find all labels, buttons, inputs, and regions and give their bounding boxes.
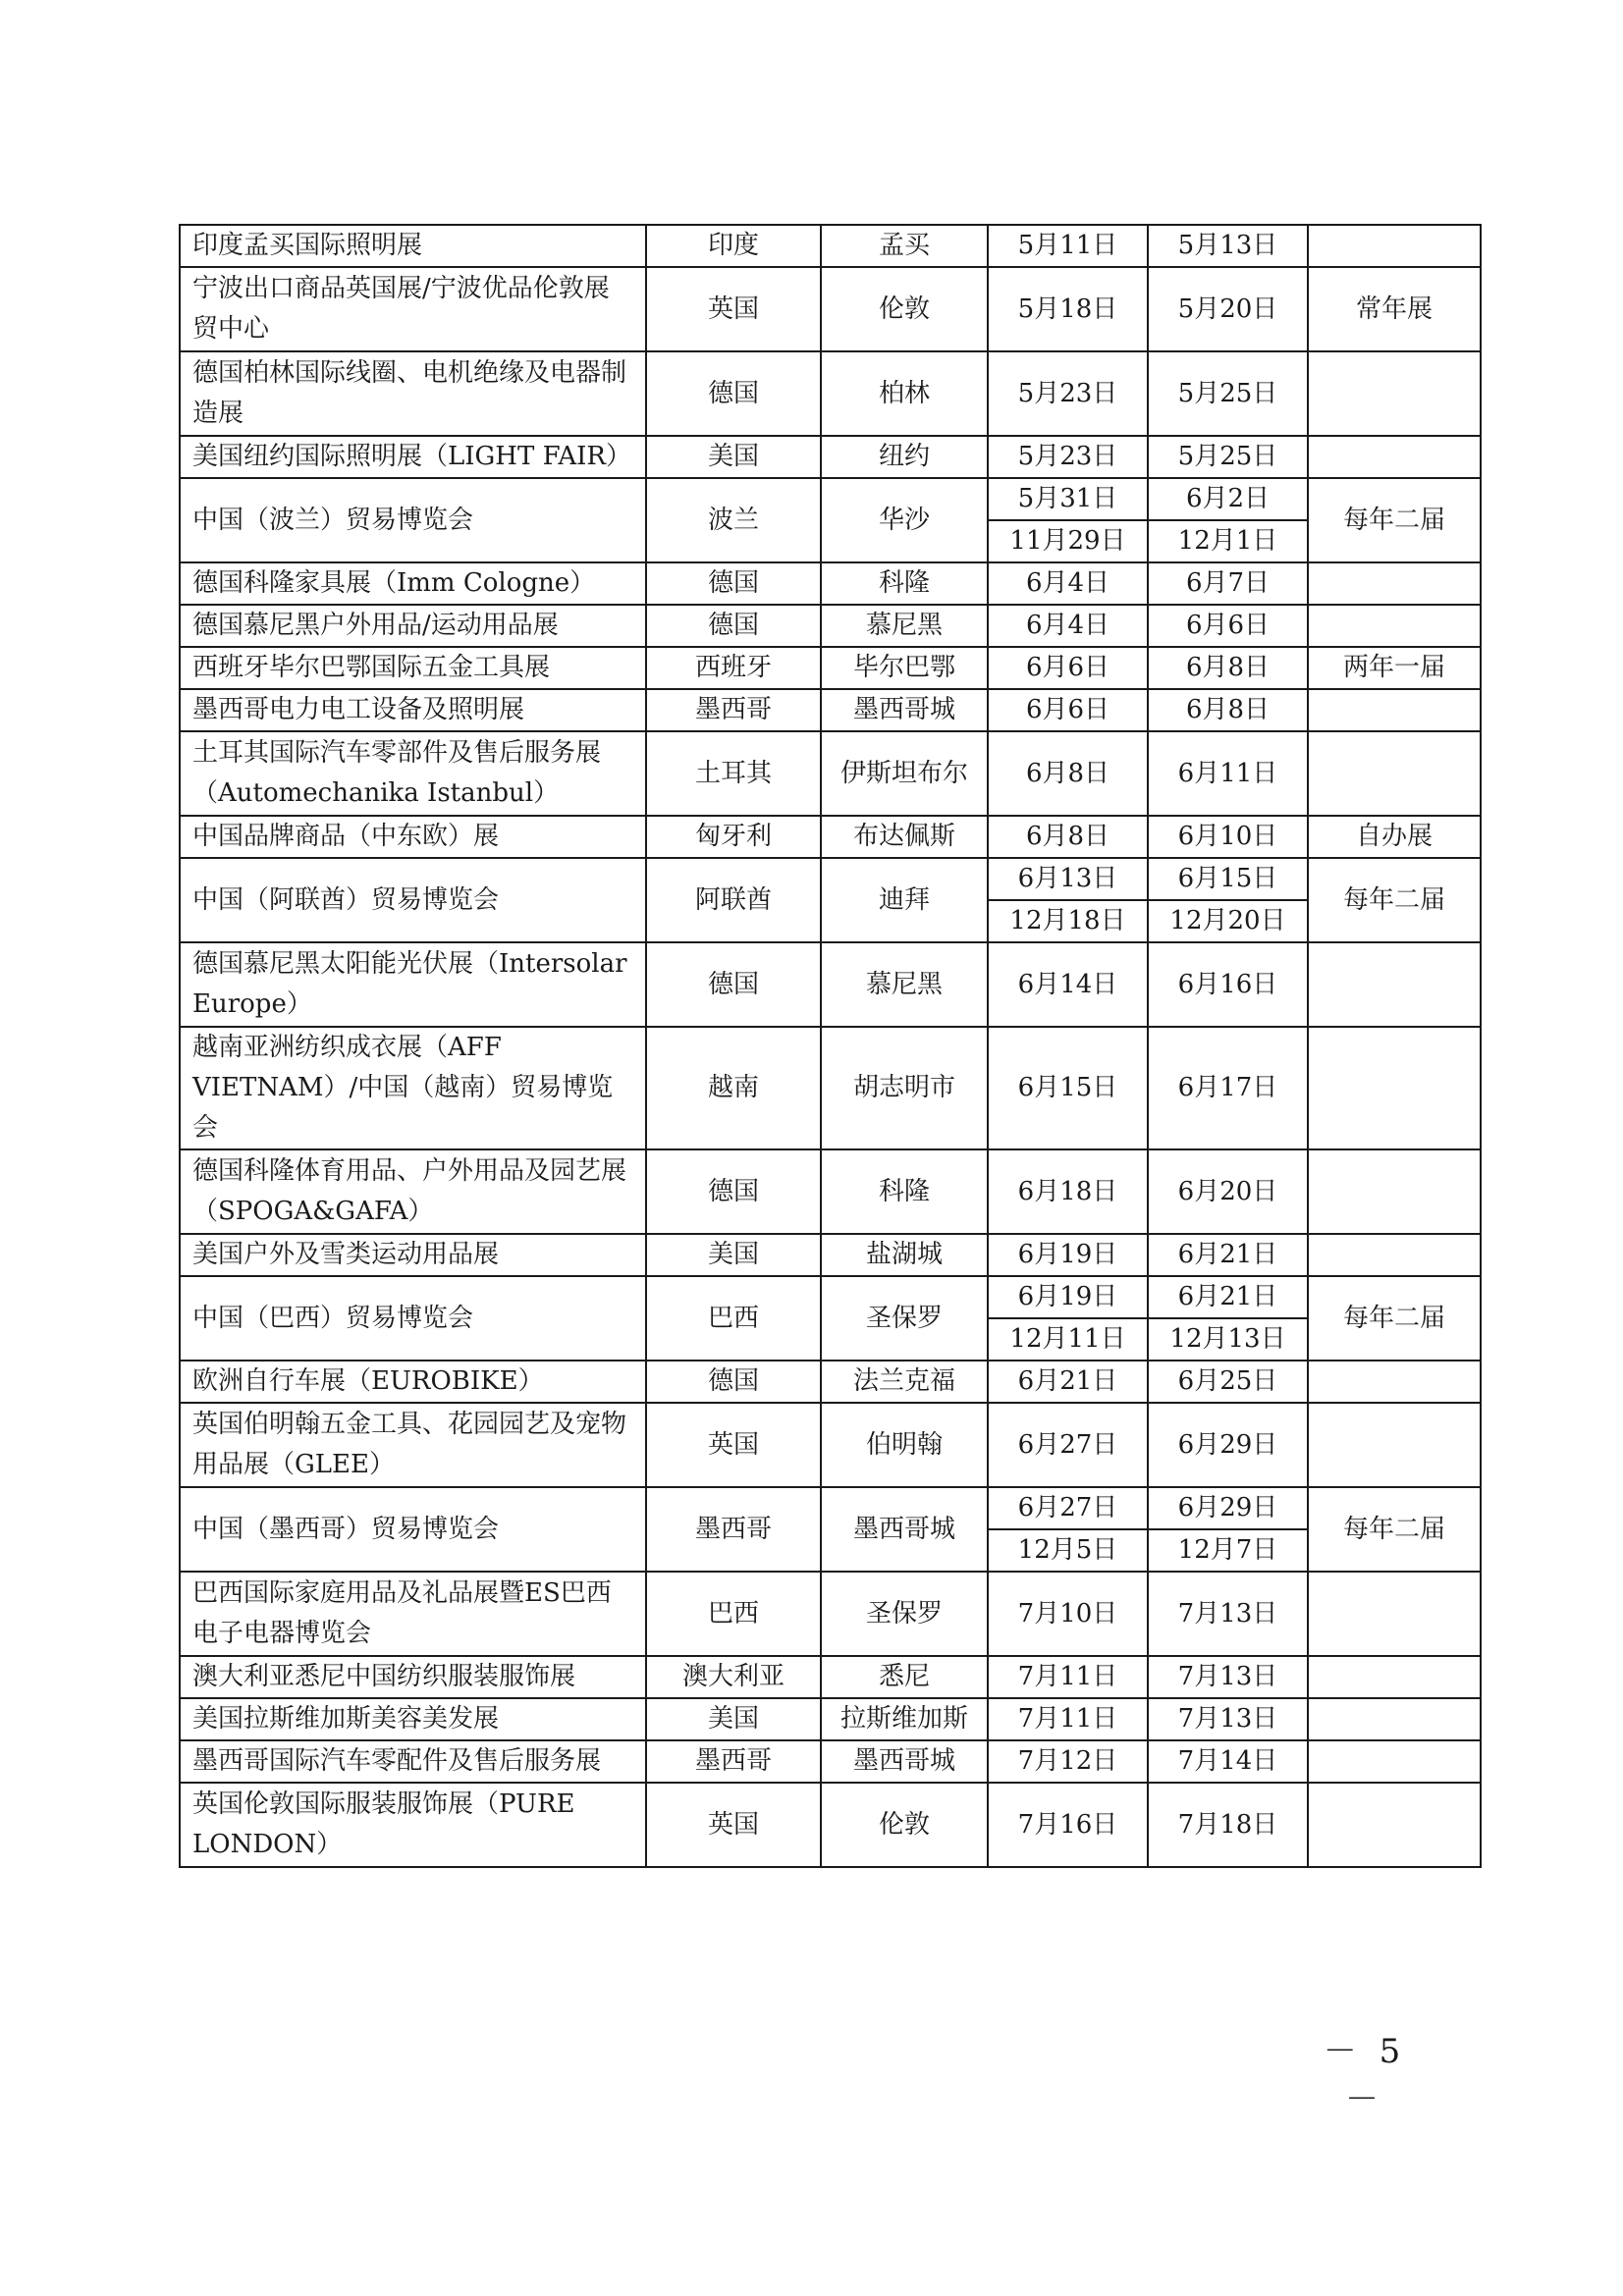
table-row — [180, 1403, 1481, 1487]
table-row — [180, 605, 1481, 647]
country: 墨西哥 — [646, 1740, 821, 1783]
exhibition-name: 西班牙毕尔巴鄂国际五金工具展 — [180, 647, 646, 689]
start-date: 7月11日 — [988, 1656, 1148, 1698]
start-date: 6月19日 — [988, 1276, 1148, 1318]
table-row — [180, 1656, 1481, 1698]
exhibition-name: 墨西哥电力电工设备及照明展 — [180, 689, 646, 731]
exhibition-name: 美国拉斯维加斯美容美发展 — [180, 1698, 646, 1740]
note — [1308, 1783, 1481, 1867]
country: 墨西哥 — [646, 1487, 821, 1572]
city: 盐湖城 — [821, 1234, 988, 1276]
table-row — [180, 351, 1481, 436]
end-date: 6月7日 — [1148, 562, 1308, 605]
country: 美国 — [646, 1698, 821, 1740]
city: 圣保罗 — [821, 1276, 988, 1361]
table-row — [180, 1487, 1481, 1529]
city: 华沙 — [821, 478, 988, 562]
country: 巴西 — [646, 1276, 821, 1361]
start-date: 6月27日 — [988, 1403, 1148, 1487]
note: 两年一届 — [1308, 647, 1481, 689]
note — [1308, 731, 1481, 816]
table-body — [180, 225, 1481, 1867]
city: 孟买 — [821, 225, 988, 267]
exhibition-name: 德国科隆家具展（Imm Cologne） — [180, 562, 646, 605]
table-row — [180, 1234, 1481, 1276]
city: 墨西哥城 — [821, 1740, 988, 1783]
country: 澳大利亚 — [646, 1656, 821, 1698]
table-row — [180, 858, 1481, 900]
table-row — [180, 1783, 1481, 1867]
note — [1308, 942, 1481, 1027]
city: 伦敦 — [821, 267, 988, 351]
country: 巴西 — [646, 1572, 821, 1656]
start-date: 6月6日 — [988, 647, 1148, 689]
table-row — [180, 562, 1481, 605]
city: 圣保罗 — [821, 1572, 988, 1656]
city: 布达佩斯 — [821, 816, 988, 858]
city: 慕尼黑 — [821, 605, 988, 647]
start-date: 6月4日 — [988, 562, 1148, 605]
start-date: 6月21日 — [988, 1361, 1148, 1403]
end-date: 7月14日 — [1148, 1740, 1308, 1783]
country: 德国 — [646, 1149, 821, 1234]
country: 美国 — [646, 1234, 821, 1276]
start-date: 11月29日 — [988, 520, 1148, 562]
end-date: 7月13日 — [1148, 1656, 1308, 1698]
end-date: 12月1日 — [1148, 520, 1308, 562]
start-date: 7月11日 — [988, 1698, 1148, 1740]
table-row — [180, 816, 1481, 858]
city: 伊斯坦布尔 — [821, 731, 988, 816]
table-row — [180, 436, 1481, 478]
end-date: 12月7日 — [1148, 1529, 1308, 1572]
city: 伦敦 — [821, 1783, 988, 1867]
exhibition-name: 宁波出口商品英国展/宁波优品伦敦展贸中心 — [180, 267, 646, 351]
table-row — [180, 731, 1481, 816]
start-date: 6月6日 — [988, 689, 1148, 731]
exhibition-name: 中国（巴西）贸易博览会 — [180, 1276, 646, 1361]
start-date: 6月4日 — [988, 605, 1148, 647]
start-date: 5月31日 — [988, 478, 1148, 520]
country: 英国 — [646, 1783, 821, 1867]
start-date: 6月8日 — [988, 816, 1148, 858]
table-row — [180, 1572, 1481, 1656]
end-date: 6月29日 — [1148, 1487, 1308, 1529]
country: 美国 — [646, 436, 821, 478]
note — [1308, 562, 1481, 605]
exhibition-name: 中国品牌商品（中东欧）展 — [180, 816, 646, 858]
note — [1308, 1656, 1481, 1698]
start-date: 6月27日 — [988, 1487, 1148, 1529]
exhibition-name: 美国纽约国际照明展（LIGHT FAIR） — [180, 436, 646, 478]
end-date: 6月29日 — [1148, 1403, 1308, 1487]
city: 胡志明市 — [821, 1027, 988, 1149]
start-date: 6月15日 — [988, 1027, 1148, 1149]
end-date: 6月21日 — [1148, 1276, 1308, 1318]
start-date: 6月14日 — [988, 942, 1148, 1027]
exhibition-name: 德国科隆体育用品、户外用品及园艺展（SPOGA&GAFA） — [180, 1149, 646, 1234]
exhibition-name: 英国伯明翰五金工具、花园园艺及宠物用品展（GLEE） — [180, 1403, 646, 1487]
end-date: 6月21日 — [1148, 1234, 1308, 1276]
table-row — [180, 1027, 1481, 1149]
exhibition-name: 中国（墨西哥）贸易博览会 — [180, 1487, 646, 1572]
city: 墨西哥城 — [821, 689, 988, 731]
table-row — [180, 689, 1481, 731]
exhibition-name: 澳大利亚悉尼中国纺织服装服饰展 — [180, 1656, 646, 1698]
table-row — [180, 1740, 1481, 1783]
start-date: 6月19日 — [988, 1234, 1148, 1276]
table-row — [180, 1276, 1481, 1318]
end-date: 6月6日 — [1148, 605, 1308, 647]
end-date: 12月20日 — [1148, 900, 1308, 942]
note — [1308, 1572, 1481, 1656]
city: 纽约 — [821, 436, 988, 478]
exhibition-name: 土耳其国际汽车零部件及售后服务展（Automechanika Istanbul） — [180, 731, 646, 816]
table-row — [180, 647, 1481, 689]
start-date: 12月5日 — [988, 1529, 1148, 1572]
country: 墨西哥 — [646, 689, 821, 731]
note — [1308, 1027, 1481, 1149]
end-date: 6月15日 — [1148, 858, 1308, 900]
end-date: 6月25日 — [1148, 1361, 1308, 1403]
page-number: － 5 － — [1323, 2032, 1407, 2119]
table-row — [180, 1361, 1481, 1403]
city: 伯明翰 — [821, 1403, 988, 1487]
end-date: 6月17日 — [1148, 1027, 1308, 1149]
country: 德国 — [646, 605, 821, 647]
note — [1308, 1698, 1481, 1740]
end-date: 12月13日 — [1148, 1318, 1308, 1361]
end-date: 6月10日 — [1148, 816, 1308, 858]
start-date: 6月8日 — [988, 731, 1148, 816]
table-row — [180, 225, 1481, 267]
city: 慕尼黑 — [821, 942, 988, 1027]
end-date: 7月13日 — [1148, 1572, 1308, 1656]
exhibition-name: 巴西国际家庭用品及礼品展暨ES巴西电子电器博览会 — [180, 1572, 646, 1656]
end-date: 6月16日 — [1148, 942, 1308, 1027]
start-date: 6月18日 — [988, 1149, 1148, 1234]
exhibition-table-container — [179, 224, 1480, 1868]
country: 匈牙利 — [646, 816, 821, 858]
exhibition-table — [179, 224, 1482, 1868]
start-date: 6月13日 — [988, 858, 1148, 900]
start-date: 12月18日 — [988, 900, 1148, 942]
start-date: 12月11日 — [988, 1318, 1148, 1361]
end-date: 5月25日 — [1148, 351, 1308, 436]
country: 土耳其 — [646, 731, 821, 816]
end-date: 7月18日 — [1148, 1783, 1308, 1867]
country: 德国 — [646, 1361, 821, 1403]
note: 每年二届 — [1308, 478, 1481, 562]
end-date: 6月11日 — [1148, 731, 1308, 816]
note — [1308, 351, 1481, 436]
note: 常年展 — [1308, 267, 1481, 351]
note — [1308, 1740, 1481, 1783]
exhibition-name: 印度孟买国际照明展 — [180, 225, 646, 267]
city: 科隆 — [821, 1149, 988, 1234]
end-date: 7月13日 — [1148, 1698, 1308, 1740]
exhibition-name: 越南亚洲纺织成衣展（AFF VIETNAM）/中国（越南）贸易博览会 — [180, 1027, 646, 1149]
city: 迪拜 — [821, 858, 988, 942]
country: 德国 — [646, 351, 821, 436]
note — [1308, 1234, 1481, 1276]
start-date: 7月16日 — [988, 1783, 1148, 1867]
note — [1308, 1403, 1481, 1487]
exhibition-name: 英国伦敦国际服装服饰展（PURE LONDON） — [180, 1783, 646, 1867]
note: 每年二届 — [1308, 1487, 1481, 1572]
table-row — [180, 267, 1481, 351]
country: 波兰 — [646, 478, 821, 562]
exhibition-name: 欧洲自行车展（EUROBIKE） — [180, 1361, 646, 1403]
note — [1308, 605, 1481, 647]
city: 墨西哥城 — [821, 1487, 988, 1572]
table-row — [180, 478, 1481, 520]
note — [1308, 1361, 1481, 1403]
city: 毕尔巴鄂 — [821, 647, 988, 689]
country: 西班牙 — [646, 647, 821, 689]
end-date: 6月8日 — [1148, 689, 1308, 731]
start-date: 5月23日 — [988, 351, 1148, 436]
city: 柏林 — [821, 351, 988, 436]
exhibition-name: 德国柏林国际线圈、电机绝缘及电器制造展 — [180, 351, 646, 436]
country: 德国 — [646, 562, 821, 605]
exhibition-name: 德国慕尼黑太阳能光伏展（Intersolar Europe） — [180, 942, 646, 1027]
exhibition-name: 德国慕尼黑户外用品/运动用品展 — [180, 605, 646, 647]
note — [1308, 1149, 1481, 1234]
end-date: 5月25日 — [1148, 436, 1308, 478]
end-date: 5月20日 — [1148, 267, 1308, 351]
exhibition-name: 墨西哥国际汽车零配件及售后服务展 — [180, 1740, 646, 1783]
end-date: 6月2日 — [1148, 478, 1308, 520]
note: 每年二届 — [1308, 858, 1481, 942]
start-date: 5月18日 — [988, 267, 1148, 351]
start-date: 7月10日 — [988, 1572, 1148, 1656]
city: 法兰克福 — [821, 1361, 988, 1403]
start-date: 5月23日 — [988, 436, 1148, 478]
city: 拉斯维加斯 — [821, 1698, 988, 1740]
table-row — [180, 1698, 1481, 1740]
note — [1308, 225, 1481, 267]
note — [1308, 436, 1481, 478]
country: 阿联酋 — [646, 858, 821, 942]
city: 科隆 — [821, 562, 988, 605]
note: 自办展 — [1308, 816, 1481, 858]
start-date: 5月11日 — [988, 225, 1148, 267]
exhibition-name: 中国（阿联酋）贸易博览会 — [180, 858, 646, 942]
country: 英国 — [646, 267, 821, 351]
note — [1308, 689, 1481, 731]
table-row — [180, 1149, 1481, 1234]
country: 德国 — [646, 942, 821, 1027]
end-date: 6月20日 — [1148, 1149, 1308, 1234]
end-date: 6月8日 — [1148, 647, 1308, 689]
country: 英国 — [646, 1403, 821, 1487]
note: 每年二届 — [1308, 1276, 1481, 1361]
exhibition-name: 中国（波兰）贸易博览会 — [180, 478, 646, 562]
end-date: 5月13日 — [1148, 225, 1308, 267]
start-date: 7月12日 — [988, 1740, 1148, 1783]
exhibition-name: 美国户外及雪类运动用品展 — [180, 1234, 646, 1276]
table-row — [180, 942, 1481, 1027]
country: 印度 — [646, 225, 821, 267]
country: 越南 — [646, 1027, 821, 1149]
city: 悉尼 — [821, 1656, 988, 1698]
